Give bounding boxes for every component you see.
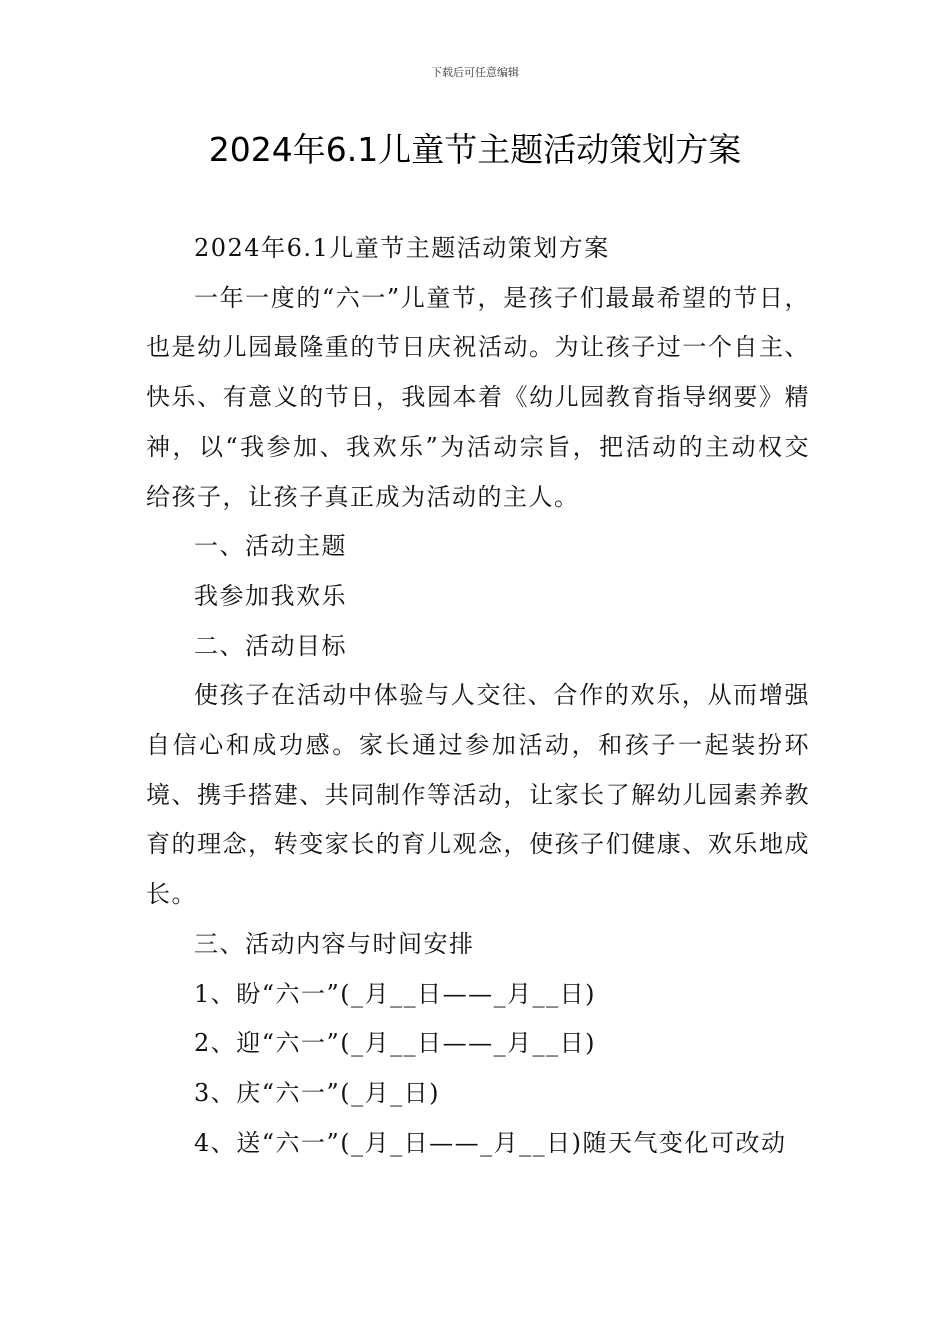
goals-paragraph: 使孩子在活动中体验与人交往、合作的欢乐，从而增强自信心和成功感。家长通过参加活动，和孩子一起装扮环境、携手搭建、共同制作等活动，让家长了解幼儿园素养教育的理念，转变家长的育儿观念，使孩子们健康、欢乐地成长。 [146,681,810,909]
schedule-item-2: 2、迎“六一”(_月__日——_月__日) [194,1029,597,1058]
intro-paragraph: 一年一度的“六一”儿童节，是孩子们最最希望的节日，也是幼儿园最隆重的节日庆祝活动。为让孩子过一个自主、快乐、有意义的节日，我园本着《幼儿园教育指导纲要》精神，以“我参加、我欢乐”为活动宗旨，把活动的主动权交给孩子，让孩子真正成为活动的主人。 [146,283,810,511]
section-heading-goals: 二、活动目标 [194,631,347,660]
subtitle-paragraph: 2024年6.1儿童节主题活动策划方案 [194,234,610,262]
header-note: 下载后可任意编辑 [431,66,519,79]
section-heading-schedule: 三、活动内容与时间安排 [194,929,475,958]
section-heading-theme: 一、活动主题 [194,532,347,561]
theme-paragraph: 我参加我欢乐 [194,581,347,610]
document-title: 2024年6.1儿童节主题活动策划方案 [208,130,742,169]
schedule-item-3: 3、庆“六一”(_月_日) [194,1078,441,1107]
schedule-item-1: 1、盼“六一”(_月__日——_月__日) [194,979,597,1008]
schedule-item-4: 4、送“六一”(_月_日——_月__日)随天气变化可改动 [194,1128,787,1157]
document-body [146,224,810,1168]
